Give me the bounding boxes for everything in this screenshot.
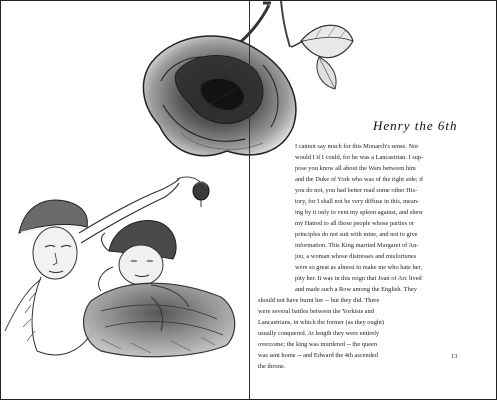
chapter-title: Henry the 6th xyxy=(373,118,458,133)
text-line: and made such a Row among the English. They xyxy=(295,286,417,293)
text-line: you do not, you had better read some other His- xyxy=(295,187,418,194)
text-line: tory, for I shall not be very diffuse in this, mean- xyxy=(295,198,420,205)
text-line: jou, a woman whose distresses and misfortunes xyxy=(295,253,417,260)
text-line: principles do not suit with mine, and not to give xyxy=(295,231,418,238)
text-line: usually conquered. At length they were entirely xyxy=(258,330,380,337)
text-line: I cannot say much for this Monarch's sense. Nor xyxy=(295,143,419,150)
text-line: were so great as almost to make me who hate her, xyxy=(295,264,422,271)
page-number: 13 xyxy=(451,353,458,360)
text-line: were several battles between the Yorkists and xyxy=(258,308,374,315)
figures-group xyxy=(5,179,235,357)
text-line: pose you know all about the Wars between him xyxy=(295,165,416,172)
large-rose xyxy=(143,36,295,156)
small-rosebud xyxy=(177,177,209,207)
text-line: and the Duke of York who was of the right side; if xyxy=(295,176,424,183)
center-gutter xyxy=(249,1,250,399)
text-line: Lancastrians, in which the former (as they ought) xyxy=(258,319,384,326)
rose-leaf-right xyxy=(291,25,353,57)
text-line: should not have burnt her -- but they did. There xyxy=(258,297,380,304)
rose-stem xyxy=(237,1,290,47)
text-line: the throne. xyxy=(258,363,286,370)
rose-leaf-lower xyxy=(317,57,336,89)
text-line: my Hatred to all those people whose parties or xyxy=(295,220,414,227)
text-line: was sent home -- and Edward the 4th ascended xyxy=(258,352,378,359)
text-line: would I if I could, for he was a Lancastrian. I sup- xyxy=(295,154,424,161)
text-line: overcome; the king was murdered -- the queen xyxy=(258,341,378,348)
text-line: ing by it only to vent my spleen against, and shew xyxy=(295,209,423,216)
text-line: information. This King married Margaret of An- xyxy=(295,242,419,249)
text-line: pity her. It was in this reign that Joan of Arc lived xyxy=(295,275,422,282)
